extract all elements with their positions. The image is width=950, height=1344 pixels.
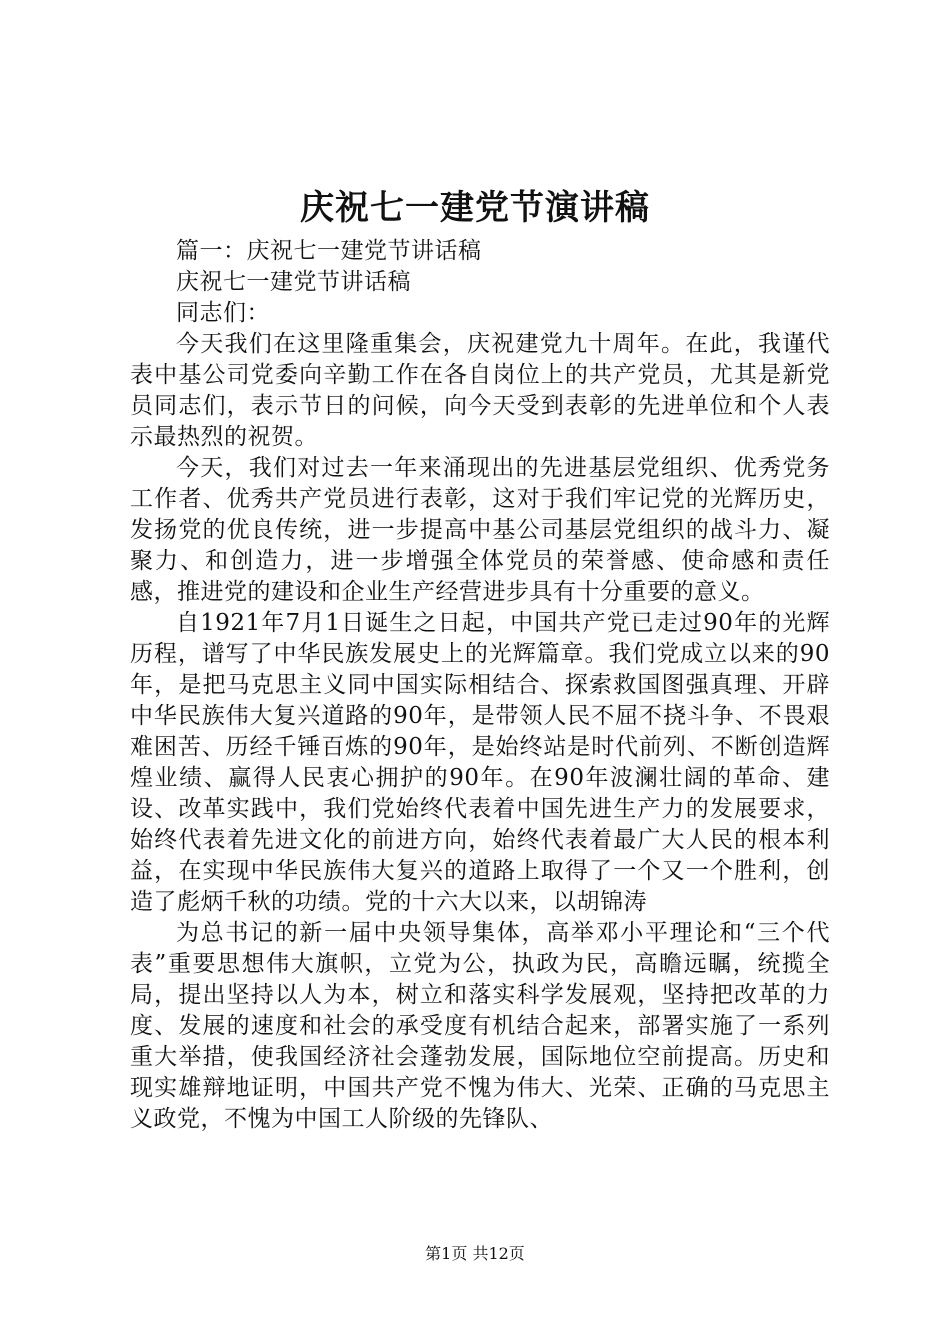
page-footer: 第1页 共12页 [425, 1244, 525, 1263]
paragraph: 今天我们在这里隆重集会，庆祝建党九十周年。在此，我谨代表中基公司党委向辛勤工作在各自岗位上的共产党员，尤其是新党员同志们，表示节日的问候，向今天受到表彰的先进单位和个人表示最热烈的祝贺。 [130, 331, 830, 450]
paragraph-salutation: 同志们： [176, 300, 270, 326]
paragraph-section-heading: 篇一：庆祝七一建党节讲话稿 [176, 238, 482, 264]
paragraph-speech-title: 庆祝七一建党节讲话稿 [176, 269, 411, 295]
paragraph: 自1921年7月1日诞生之日起，中国共产党已走过90年的光辉历程，谱写了中华民族发展史上的光辉篇章。我们党成立以来的90年，是把马克思主义同中国实际相结合、探索救国图强真理、开辟中华民族伟大复兴道路的90年，是带领人民不屈不挠斗争、不畏艰难困苦、历经千锤百炼的90年，是始终站是时代前列、不断创造辉煌业绩、赢得人民衷心拥护的90年。在90年波澜壮阔的革命、建设、改革实践中，我们党始终代表着中国先进生产力的发展要求，始终代表着先进文化的前进方向，始终代表着最广大人民的根本利益，在实现中华民族伟大复兴的道路上取得了一个又一个胜利，创造了彪炳千秋的功绩。党的十六大以来，以胡锦涛 [130, 610, 830, 915]
document-title: 庆祝七一建党节演讲稿 [300, 188, 650, 228]
paragraph: 今天，我们对过去一年来涌现出的先进基层党组织、优秀党务工作者、优秀共产党员进行表彰，这对于我们牢记党的光辉历史，发扬党的优良传统，进一步提高中基公司基层党组织的战斗力、凝聚力、和创造力，进一步增强全体党员的荣誉感、使命感和责任感，推进党的建设和企业生产经营进步具有十分重要的意义。 [130, 455, 830, 605]
document-body [130, 236, 830, 1135]
paragraph: 为总书记的新一届中央领导集体，高举邓小平理论和“三个代表”重要思想伟大旗帜，立党为公，执政为民，高瞻远瞩，统揽全局，提出坚持以人为本，树立和落实科学发展观，坚持把改革的力度、发展的速度和社会的承受度有机结合起来，部署实施了一系列重大举措，使我国经济社会蓬勃发展，国际地位空前提高。历史和现实雄辩地证明，中国共产党不愧为伟大、光荣、正确的马克思主义政党，不愧为中国工人阶级的先锋队、 [130, 920, 830, 1132]
